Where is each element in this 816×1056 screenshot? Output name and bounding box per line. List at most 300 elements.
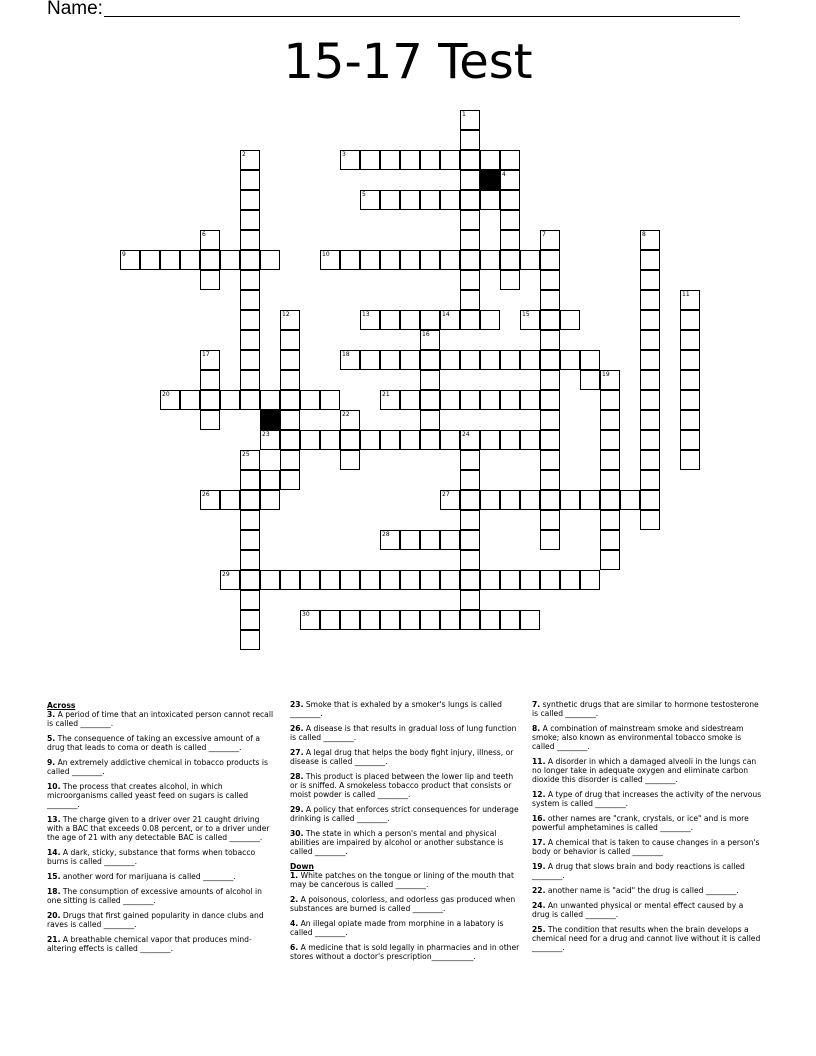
grid-cell[interactable]: [540, 410, 560, 430]
grid-cell[interactable]: [360, 430, 380, 450]
clue-item-number: 25.: [532, 925, 546, 934]
grid-cell[interactable]: [640, 490, 660, 510]
grid-cell[interactable]: [420, 430, 440, 450]
grid-cell[interactable]: [480, 190, 500, 210]
grid-cell[interactable]: [640, 290, 660, 310]
grid-cell[interactable]: [520, 350, 540, 370]
grid-cell[interactable]: [380, 570, 400, 590]
grid-cell[interactable]: [480, 350, 500, 370]
grid-cell[interactable]: [240, 330, 260, 350]
grid-cell[interactable]: [280, 570, 300, 590]
grid-cell[interactable]: [420, 310, 440, 330]
clue-item-number: 2.: [290, 895, 299, 904]
grid-cell[interactable]: [500, 430, 520, 450]
grid-cell[interactable]: [540, 250, 560, 270]
grid-cell[interactable]: [460, 490, 480, 510]
clue-number: 3: [342, 151, 346, 158]
grid-cell[interactable]: [540, 450, 560, 470]
grid-cell[interactable]: [340, 570, 360, 590]
grid-cell[interactable]: [460, 570, 480, 590]
clue-item: [532, 724, 762, 751]
grid-cell[interactable]: [680, 330, 700, 350]
clue-item: [532, 838, 762, 856]
clue-item-number: 24.: [532, 901, 546, 910]
clue-item-number: 28.: [290, 772, 304, 781]
grid-cell[interactable]: [400, 570, 420, 590]
grid-cell[interactable]: [440, 530, 460, 550]
clue-item-text: Smoke that is exhaled by a smoker's lungs is called ________.: [290, 700, 502, 718]
clue-number: 29: [222, 571, 230, 578]
grid-cell[interactable]: [240, 250, 260, 270]
grid-cell[interactable]: [460, 130, 480, 150]
grid-cell[interactable]: [480, 390, 500, 410]
grid-cell[interactable]: [540, 510, 560, 530]
grid-cell[interactable]: [380, 310, 400, 330]
grid-cell[interactable]: [540, 490, 560, 510]
grid-cell[interactable]: [280, 430, 300, 450]
grid-cell[interactable]: [460, 510, 480, 530]
clue-item-text: This product is placed between the lower lip and teeth or is sniffed. A smokeless tobacco product that consists or moist powder is called ________.: [290, 772, 514, 799]
grid-cell[interactable]: [200, 270, 220, 290]
grid-cell[interactable]: [540, 330, 560, 350]
grid-cell[interactable]: [440, 390, 460, 410]
grid-cell[interactable]: [460, 190, 480, 210]
grid-cell[interactable]: [500, 210, 520, 230]
clue-number: 11: [682, 291, 690, 298]
grid-cell[interactable]: [560, 350, 580, 370]
grid-cell[interactable]: [540, 290, 560, 310]
clue-item: [290, 748, 522, 766]
clues-column-2: [290, 700, 522, 967]
clue-item-text: A drug that slows brain and body reactions is called ________.: [532, 862, 745, 880]
grid-cell[interactable]: [380, 150, 400, 170]
grid-cell[interactable]: [280, 470, 300, 490]
clue-item-text: A disease is that results in gradual loss of lung function is called ________.: [290, 724, 517, 742]
grid-cell[interactable]: [420, 390, 440, 410]
clue-item-text: A chemical that is taken to cause changes in a person's body or behavior is called ________: [532, 838, 760, 856]
grid-cell[interactable]: [680, 430, 700, 450]
grid-cell[interactable]: [440, 150, 460, 170]
clue-number: 5: [362, 191, 366, 198]
grid-cell[interactable]: [600, 410, 620, 430]
grid-cell[interactable]: [540, 430, 560, 450]
clues-column-1: [47, 700, 277, 959]
grid-cell[interactable]: [180, 390, 200, 410]
grid-cell[interactable]: [600, 470, 620, 490]
clue-number: 7: [542, 231, 546, 238]
grid-cell[interactable]: [540, 270, 560, 290]
clue-item: [532, 757, 762, 784]
grid-cell[interactable]: [440, 190, 460, 210]
grid-cell[interactable]: [500, 350, 520, 370]
grid-cell[interactable]: [260, 390, 280, 410]
grid-cell[interactable]: [480, 250, 500, 270]
clue-item: [290, 772, 522, 799]
clue-number: 19: [602, 371, 610, 378]
clue-item-number: 17.: [532, 838, 546, 847]
clue-item-text: A breathable chemical vapor that produces mind-altering effects is called ________.: [47, 935, 252, 953]
clue-item-text: another name is "acid" the drug is called ________.: [545, 886, 739, 895]
clue-item-text: A disorder in which a damaged alveoli in the lungs can no longer take in adequate oxygen and eliminate carbon dioxide this disorder is called ________.: [532, 757, 757, 784]
clue-item-number: 16.: [532, 814, 546, 823]
clue-number: 6: [202, 231, 206, 238]
grid-cell[interactable]: [460, 170, 480, 190]
grid-cell[interactable]: [460, 610, 480, 630]
grid-cell[interactable]: [400, 610, 420, 630]
clues-column-3: [532, 700, 762, 958]
grid-cell[interactable]: [640, 350, 660, 370]
clue-item-number: 9.: [47, 758, 56, 767]
grid-cell[interactable]: [620, 490, 640, 510]
grid-cell[interactable]: [300, 390, 320, 410]
clue-number: 12: [282, 311, 290, 318]
clue-number: 30: [302, 611, 310, 618]
grid-cell[interactable]: [420, 350, 440, 370]
clue-item-number: 12.: [532, 790, 546, 799]
grid-cell[interactable]: [640, 470, 660, 490]
grid-cell[interactable]: [460, 290, 480, 310]
grid-cell[interactable]: [600, 530, 620, 550]
grid-cell[interactable]: [600, 510, 620, 530]
grid-cell[interactable]: [320, 390, 340, 410]
grid-cell[interactable]: [240, 170, 260, 190]
grid-cell[interactable]: [360, 350, 380, 370]
clue-number: 1: [462, 111, 466, 118]
grid-cell[interactable]: [300, 430, 320, 450]
clue-item-text: The consequence of taking an excessive amount of a drug that leads to coma or death is called ________.: [47, 734, 261, 752]
grid-cell[interactable]: [240, 510, 260, 530]
grid-cell[interactable]: [240, 530, 260, 550]
clue-item-text: White patches on the tongue or lining of the mouth that may be cancerous is called ________.: [290, 871, 514, 889]
grid-cell[interactable]: [500, 390, 520, 410]
grid-cell[interactable]: [640, 410, 660, 430]
grid-cell[interactable]: [460, 550, 480, 570]
clue-item-number: 30.: [290, 829, 304, 838]
grid-cell[interactable]: [240, 590, 260, 610]
grid-cell[interactable]: [220, 250, 240, 270]
grid-cell[interactable]: [160, 250, 180, 270]
clue-item: [47, 935, 277, 953]
grid-cell[interactable]: [560, 570, 580, 590]
grid-cell[interactable]: [600, 550, 620, 570]
grid-cell[interactable]: [540, 350, 560, 370]
across-header: Across: [47, 701, 76, 710]
clue-item-number: 18.: [47, 887, 61, 896]
clue-number: 4: [502, 171, 506, 178]
grid-cell[interactable]: [440, 350, 460, 370]
grid-cell[interactable]: [360, 250, 380, 270]
grid-cell[interactable]: [340, 430, 360, 450]
clue-number: 17: [202, 351, 210, 358]
block-cell: [480, 170, 500, 190]
grid-cell[interactable]: [500, 270, 520, 290]
grid-cell[interactable]: [500, 610, 520, 630]
grid-cell[interactable]: [460, 470, 480, 490]
clue-number: 8: [642, 231, 646, 238]
grid-cell[interactable]: [340, 250, 360, 270]
grid-cell[interactable]: [240, 470, 260, 490]
clue-item-text: An extremely addictive chemical in tobacco products is called ________.: [47, 758, 268, 776]
grid-cell[interactable]: [240, 490, 260, 510]
clue-item-number: 21.: [47, 935, 61, 944]
grid-cell[interactable]: [420, 410, 440, 430]
grid-cell[interactable]: [240, 610, 260, 630]
grid-cell[interactable]: [540, 310, 560, 330]
grid-cell[interactable]: [140, 250, 160, 270]
grid-cell[interactable]: [460, 250, 480, 270]
clue-item: [47, 782, 277, 809]
clue-number: 2: [242, 151, 246, 158]
grid-cell[interactable]: [280, 390, 300, 410]
grid-cell[interactable]: [480, 430, 500, 450]
grid-cell[interactable]: [240, 210, 260, 230]
grid-cell[interactable]: [640, 430, 660, 450]
grid-cell[interactable]: [220, 390, 240, 410]
clue-item-number: 19.: [532, 862, 546, 871]
clue-item: [47, 758, 277, 776]
grid-cell[interactable]: [200, 370, 220, 390]
grid-cell[interactable]: [240, 290, 260, 310]
grid-cell[interactable]: [440, 570, 460, 590]
grid-cell[interactable]: [460, 230, 480, 250]
grid-cell[interactable]: [400, 390, 420, 410]
clue-item-number: 3.: [47, 710, 56, 719]
clue-item-text: other names are "crank, crystals, or ice" and is more powerful amphetamines is called ________.: [532, 814, 749, 832]
clue-number: 24: [462, 431, 470, 438]
grid-cell[interactable]: [240, 350, 260, 370]
grid-cell[interactable]: [540, 570, 560, 590]
grid-cell[interactable]: [600, 450, 620, 470]
grid-cell[interactable]: [340, 450, 360, 470]
grid-cell[interactable]: [400, 150, 420, 170]
grid-cell[interactable]: [240, 370, 260, 390]
clue-item: [47, 710, 277, 728]
grid-cell[interactable]: [460, 350, 480, 370]
grid-cell[interactable]: [600, 390, 620, 410]
grid-cell[interactable]: [320, 430, 340, 450]
grid-cell[interactable]: [420, 190, 440, 210]
grid-cell[interactable]: [240, 630, 260, 650]
clue-item-number: 1.: [290, 871, 299, 880]
grid-cell[interactable]: [500, 250, 520, 270]
grid-cell[interactable]: [440, 430, 460, 450]
grid-cell[interactable]: [200, 410, 220, 430]
grid-cell[interactable]: [520, 610, 540, 630]
clue-item-text: A medicine that is sold legally in pharmacies and in other stores without a doctor's prescription___________.: [290, 943, 520, 961]
clue-number: 22: [342, 411, 350, 418]
grid-cell[interactable]: [520, 570, 540, 590]
grid-cell[interactable]: [560, 490, 580, 510]
grid-cell[interactable]: [580, 490, 600, 510]
grid-cell[interactable]: [520, 390, 540, 410]
grid-cell[interactable]: [640, 370, 660, 390]
grid-cell[interactable]: [360, 150, 380, 170]
grid-cell[interactable]: [360, 570, 380, 590]
grid-cell[interactable]: [480, 570, 500, 590]
grid-cell[interactable]: [260, 470, 280, 490]
clue-item-text: A type of drug that increases the activity of the nervous system is called ________.: [532, 790, 762, 808]
grid-cell[interactable]: [640, 270, 660, 290]
grid-cell[interactable]: [400, 310, 420, 330]
grid-cell[interactable]: [240, 570, 260, 590]
grid-cell[interactable]: [460, 210, 480, 230]
clue-item: [290, 919, 522, 937]
grid-cell[interactable]: [280, 370, 300, 390]
grid-cell[interactable]: [540, 390, 560, 410]
grid-cell[interactable]: [640, 250, 660, 270]
grid-cell[interactable]: [240, 550, 260, 570]
grid-cell[interactable]: [580, 350, 600, 370]
grid-cell[interactable]: [460, 390, 480, 410]
clue-item-text: A legal drug that helps the body fight injury, illness, or disease is called ________.: [290, 748, 514, 766]
grid-cell[interactable]: [420, 370, 440, 390]
grid-cell[interactable]: [460, 270, 480, 290]
grid-cell[interactable]: [460, 150, 480, 170]
clue-number: 13: [362, 311, 370, 318]
clue-item-text: A poisonous, colorless, and odorless gas produced when substances are burned is called ________.: [290, 895, 516, 913]
clue-item: [47, 911, 277, 929]
grid-cell[interactable]: [280, 330, 300, 350]
grid-cell[interactable]: [220, 490, 240, 510]
grid-cell[interactable]: [540, 530, 560, 550]
clue-item: [532, 790, 762, 808]
grid-cell[interactable]: [420, 610, 440, 630]
grid-cell[interactable]: [500, 570, 520, 590]
grid-cell[interactable]: [240, 270, 260, 290]
clue-item: [47, 734, 277, 752]
grid-cell[interactable]: [240, 390, 260, 410]
grid-cell[interactable]: [480, 490, 500, 510]
clue-item: [47, 887, 277, 905]
grid-cell[interactable]: [500, 150, 520, 170]
clue-item-number: 10.: [47, 782, 61, 791]
grid-cell[interactable]: [400, 190, 420, 210]
grid-cell[interactable]: [680, 410, 700, 430]
clue-item: [532, 862, 762, 880]
grid-cell[interactable]: [200, 390, 220, 410]
grid-cell[interactable]: [380, 190, 400, 210]
grid-cell[interactable]: [480, 150, 500, 170]
grid-cell[interactable]: [400, 430, 420, 450]
clue-item-text: A policy that enforces strict consequences for underage drinking is called ________.: [290, 805, 519, 823]
grid-cell[interactable]: [400, 530, 420, 550]
grid-cell[interactable]: [480, 310, 500, 330]
grid-cell[interactable]: [420, 150, 440, 170]
clue-number: 9: [122, 251, 126, 258]
clue-item: [532, 700, 762, 718]
grid-cell[interactable]: [400, 250, 420, 270]
grid-cell[interactable]: [420, 530, 440, 550]
grid-cell[interactable]: [260, 250, 280, 270]
grid-cell[interactable]: [280, 350, 300, 370]
grid-cell[interactable]: [240, 230, 260, 250]
grid-cell[interactable]: [520, 490, 540, 510]
grid-cell[interactable]: [500, 190, 520, 210]
grid-cell[interactable]: [680, 350, 700, 370]
grid-cell[interactable]: [380, 250, 400, 270]
grid-cell[interactable]: [540, 470, 560, 490]
grid-cell[interactable]: [360, 610, 380, 630]
grid-cell[interactable]: [680, 390, 700, 410]
clue-item: [532, 886, 762, 895]
grid-cell[interactable]: [320, 570, 340, 590]
grid-cell[interactable]: [680, 450, 700, 470]
grid-cell[interactable]: [680, 310, 700, 330]
grid-cell[interactable]: [400, 350, 420, 370]
clue-item-text: The state in which a person's mental and physical abilities are impaired by alcohol or another substance is called ________.: [290, 829, 504, 856]
grid-cell[interactable]: [580, 370, 600, 390]
grid-cell[interactable]: [380, 350, 400, 370]
grid-cell[interactable]: [500, 490, 520, 510]
grid-cell[interactable]: [180, 250, 200, 270]
grid-cell[interactable]: [420, 570, 440, 590]
grid-cell[interactable]: [680, 370, 700, 390]
grid-cell[interactable]: [640, 390, 660, 410]
grid-cell[interactable]: [520, 430, 540, 450]
clue-item-number: 20.: [47, 911, 61, 920]
clue-item: [290, 829, 522, 856]
clue-number: 20: [162, 391, 170, 398]
grid-cell[interactable]: [260, 570, 280, 590]
grid-cell[interactable]: [540, 370, 560, 390]
grid-cell[interactable]: [280, 410, 300, 430]
grid-cell[interactable]: [460, 450, 480, 470]
grid-cell[interactable]: [640, 510, 660, 530]
clue-item: [532, 901, 762, 919]
grid-cell[interactable]: [600, 490, 620, 510]
grid-cell[interactable]: [260, 490, 280, 510]
grid-cell[interactable]: [420, 250, 440, 270]
clue-item-number: 14.: [47, 848, 61, 857]
grid-cell[interactable]: [600, 430, 620, 450]
clue-item-text: A combination of mainstream smoke and sidestream smoke; also known as environmental tobacco smoke is called ________.: [532, 724, 744, 751]
grid-cell[interactable]: [440, 250, 460, 270]
grid-cell[interactable]: [640, 310, 660, 330]
grid-cell[interactable]: [320, 610, 340, 630]
grid-cell[interactable]: [640, 330, 660, 350]
grid-cell[interactable]: [300, 570, 320, 590]
grid-cell[interactable]: [240, 190, 260, 210]
grid-cell[interactable]: [500, 230, 520, 250]
grid-cell[interactable]: [340, 610, 360, 630]
grid-cell[interactable]: [640, 450, 660, 470]
clue-number: 26: [202, 491, 210, 498]
grid-cell[interactable]: [200, 250, 220, 270]
grid-cell[interactable]: [440, 610, 460, 630]
grid-cell[interactable]: [460, 590, 480, 610]
grid-cell[interactable]: [460, 530, 480, 550]
grid-cell[interactable]: [480, 610, 500, 630]
clue-item: [532, 814, 762, 832]
clue-item-number: 8.: [532, 724, 541, 733]
clue-item-number: 23.: [290, 700, 304, 709]
clue-number: 27: [442, 491, 450, 498]
clue-item-text: Drugs that first gained popularity in dance clubs and raves is called ________.: [47, 911, 264, 929]
grid-cell[interactable]: [280, 450, 300, 470]
grid-cell[interactable]: [380, 430, 400, 450]
grid-cell[interactable]: [580, 570, 600, 590]
clue-item-text: An illegal opiate made from morphine in a labatory is called ________.: [290, 919, 504, 937]
grid-cell[interactable]: [240, 310, 260, 330]
grid-cell[interactable]: [380, 610, 400, 630]
grid-cell[interactable]: [460, 310, 480, 330]
clue-item: [290, 724, 522, 742]
clue-number: 28: [382, 531, 390, 538]
clue-item-text: The process that creates alcohol, in which microorganisms called yeast feed on sugars is called ________.: [47, 782, 249, 809]
grid-cell[interactable]: [560, 310, 580, 330]
page-title: 15-17 Test: [283, 34, 533, 90]
grid-cell[interactable]: [520, 250, 540, 270]
